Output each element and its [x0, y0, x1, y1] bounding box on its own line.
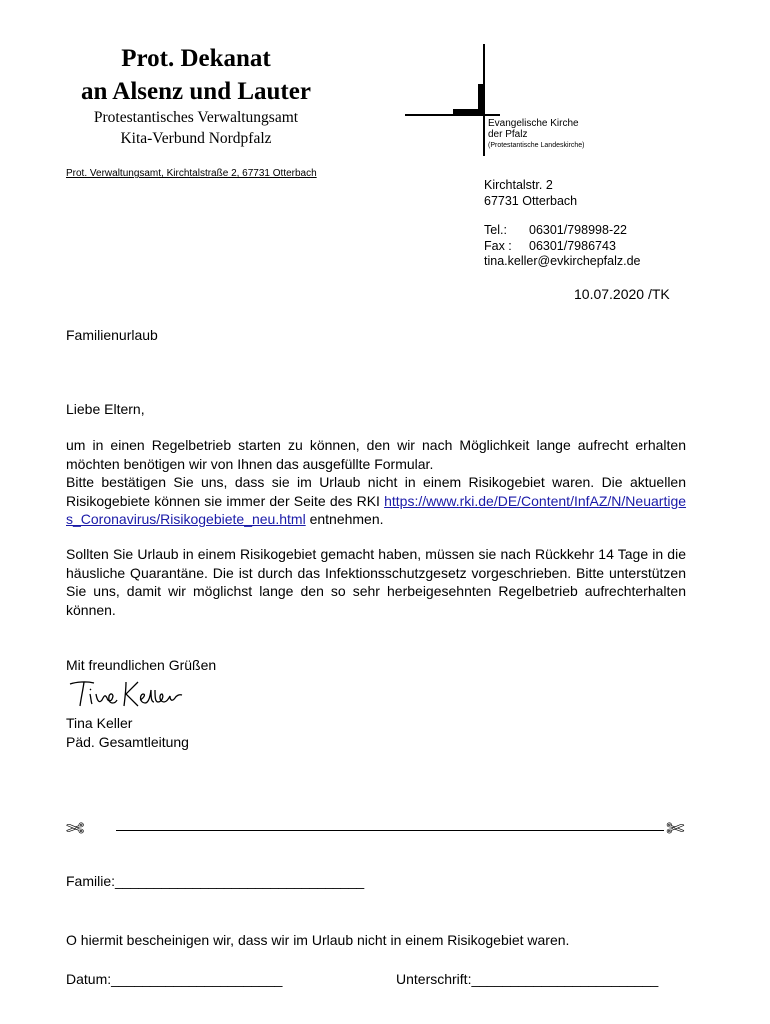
letter-paragraph-1 [66, 436, 686, 529]
address-email[interactable]: tina.keller@evkirchepfalz.de [484, 254, 641, 268]
form-statement-checkbox[interactable]: O hiermit bescheinigen wir, dass wir im Urlaub nicht in einem Risikogebiet waren. [66, 932, 570, 948]
address-street: Kirchtalstr. 2 [484, 178, 553, 192]
logo-text-line3: (Protestantische Landeskirche) [488, 142, 585, 149]
scissors-left-icon: ✄ [66, 816, 85, 841]
letterhead-subtitle-line2: Kita-Verbund Nordpfalz [120, 130, 272, 147]
form-unterschrift-field[interactable]: Unterschrift:________________________ [396, 971, 659, 987]
address-tel [484, 222, 627, 238]
scissors-right-icon: ✄ [666, 816, 685, 841]
paragraph-1-rki-sentence: Bitte bestätigen Sie uns, dass sie im Urlaub nicht in einem Risikogebiet waren. Die aktuellen Risikogebiete können sie immer der Seite des RKI [66, 474, 686, 509]
form-familie-field[interactable]: Familie:________________________________ [66, 873, 365, 889]
tel-label: Tel.: [484, 223, 507, 237]
signer-name: Tina Keller [66, 715, 133, 731]
letterhead-title-line1: Prot. Dekanat [121, 45, 271, 72]
logo-text-line1: Evangelische Kirche [488, 118, 579, 129]
form-datum-field[interactable]: Datum:______________________ [66, 971, 283, 987]
address-city: 67731 Otterbach [484, 194, 578, 208]
letter-date: 10.07.2020 /TK [574, 286, 670, 302]
fax-label: Fax : [484, 239, 512, 253]
tel-number: 06301/798998-22 [529, 223, 628, 237]
signer-title: Päd. Gesamtleitung [66, 734, 189, 750]
cut-line [116, 830, 664, 831]
fax-number: 06301/7986743 [529, 239, 616, 253]
letterhead-title-line2: an Alsenz und Lauter [81, 78, 311, 105]
letter-closing: Mit freundlichen Grüßen [66, 657, 217, 673]
paragraph-1-text: um in einen Regelbetrieb starten zu können, den wir nach Möglichkeit lange aufrecht erhalten möchten benötigen wir von Ihnen das ausgefüllte Formular. [66, 437, 686, 472]
handwritten-signature [66, 676, 186, 717]
address-fax [484, 238, 616, 254]
letterhead-subtitle-line1: Protestantisches Verwaltungsamt [93, 109, 299, 126]
sender-line: Prot. Verwaltungsamt, Kirchtalstraße 2, 67731 Otterbach [66, 168, 317, 179]
rki-link[interactable]: https://www.rki.de/DE/Content/InfAZ/N/Neuartiges_Coronavirus/Risikogebiete_neu.html [66, 492, 687, 527]
letter-subject: Familienurlaub [66, 327, 158, 343]
church-cross-logo [400, 40, 500, 160]
logo-text-line2: der Pfalz [488, 129, 528, 140]
letter-greeting: Liebe Eltern, [66, 401, 145, 417]
paragraph-1-rki-text [66, 473, 686, 529]
letter-paragraph-2: Sollten Sie Urlaub in einem Risikogebiet gemacht haben, müssen sie nach Rückkehr 14 Tage in die häusliche Quarantäne. Die ist durch das Infektionsschutzgesetz vorgeschrieben. Bitte unterstützen Sie uns, damit wir möglichst lange den so sehr herbeigesehnten Regelbetrieb aufrechterhalten können. [66, 546, 686, 618]
paragraph-1-end: entnehmen. [309, 511, 384, 527]
